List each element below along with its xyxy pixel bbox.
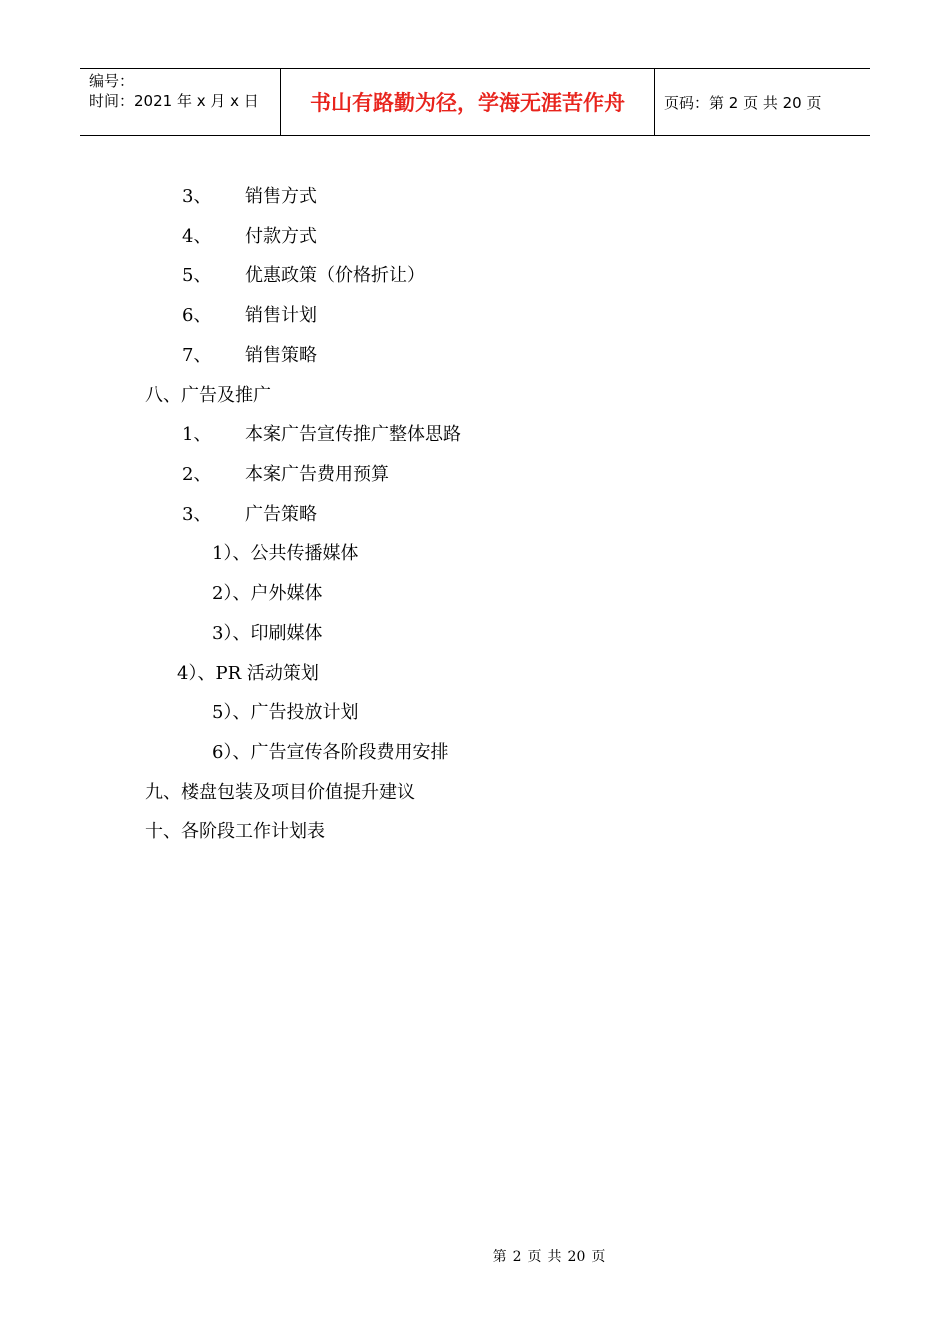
outline-subitem: 3）、印刷媒体 bbox=[212, 623, 323, 644]
header-page-info: 页码：第 2 页 共 20 页 bbox=[664, 93, 822, 112]
outline-number: 7、 bbox=[182, 345, 212, 366]
footer-text: 页 bbox=[591, 1249, 606, 1265]
outline-subitem: 5）、广告投放计划 bbox=[212, 702, 359, 723]
page-header bbox=[80, 68, 870, 136]
outline-number: 6、 bbox=[182, 305, 212, 326]
outline-number: 3、 bbox=[182, 186, 212, 207]
outline-number: 5、 bbox=[182, 265, 212, 286]
footer-page-number: 2 bbox=[512, 1249, 522, 1265]
outline-heading: 八、广告及推广 bbox=[145, 385, 271, 406]
outline-number: 4、 bbox=[182, 226, 212, 247]
header-meta bbox=[80, 69, 281, 135]
outline-item: 优惠政策（价格折让） bbox=[245, 265, 425, 286]
footer-text: 页 bbox=[527, 1249, 542, 1265]
footer-text: 第 bbox=[492, 1249, 507, 1265]
page-footer bbox=[0, 1246, 950, 1266]
header-motto: 书山有路勤为径，学海无涯苦作舟 bbox=[281, 69, 655, 135]
outline-subitem: 4）、PR 活动策划 bbox=[177, 663, 319, 684]
outline-item: 本案广告宣传推广整体思路 bbox=[245, 424, 461, 445]
outline-heading: 十、各阶段工作计划表 bbox=[145, 821, 325, 842]
outline-item: 付款方式 bbox=[245, 226, 317, 247]
outline-heading: 九、楼盘包装及项目价值提升建议 bbox=[145, 782, 415, 803]
outline-item: 销售计划 bbox=[245, 305, 317, 326]
footer-total-pages: 20 bbox=[567, 1249, 586, 1265]
date-label: 时间：2021 年 x 月 x 日 bbox=[89, 92, 259, 110]
outline-number: 1、 bbox=[182, 424, 212, 445]
footer-text: 共 bbox=[547, 1249, 562, 1265]
outline-item: 销售方式 bbox=[245, 186, 317, 207]
code-label: 编号： bbox=[89, 72, 135, 90]
outline-item: 销售策略 bbox=[245, 345, 317, 366]
outline-number: 3、 bbox=[182, 504, 212, 525]
outline-subitem: 2）、户外媒体 bbox=[212, 583, 323, 604]
outline-item: 广告策略 bbox=[245, 504, 317, 525]
outline-subitem: 1）、公共传播媒体 bbox=[212, 543, 359, 564]
outline-item: 本案广告费用预算 bbox=[245, 464, 389, 485]
outline-number: 2、 bbox=[182, 464, 212, 485]
outline-subitem: 6）、广告宣传各阶段费用安排 bbox=[212, 742, 449, 763]
